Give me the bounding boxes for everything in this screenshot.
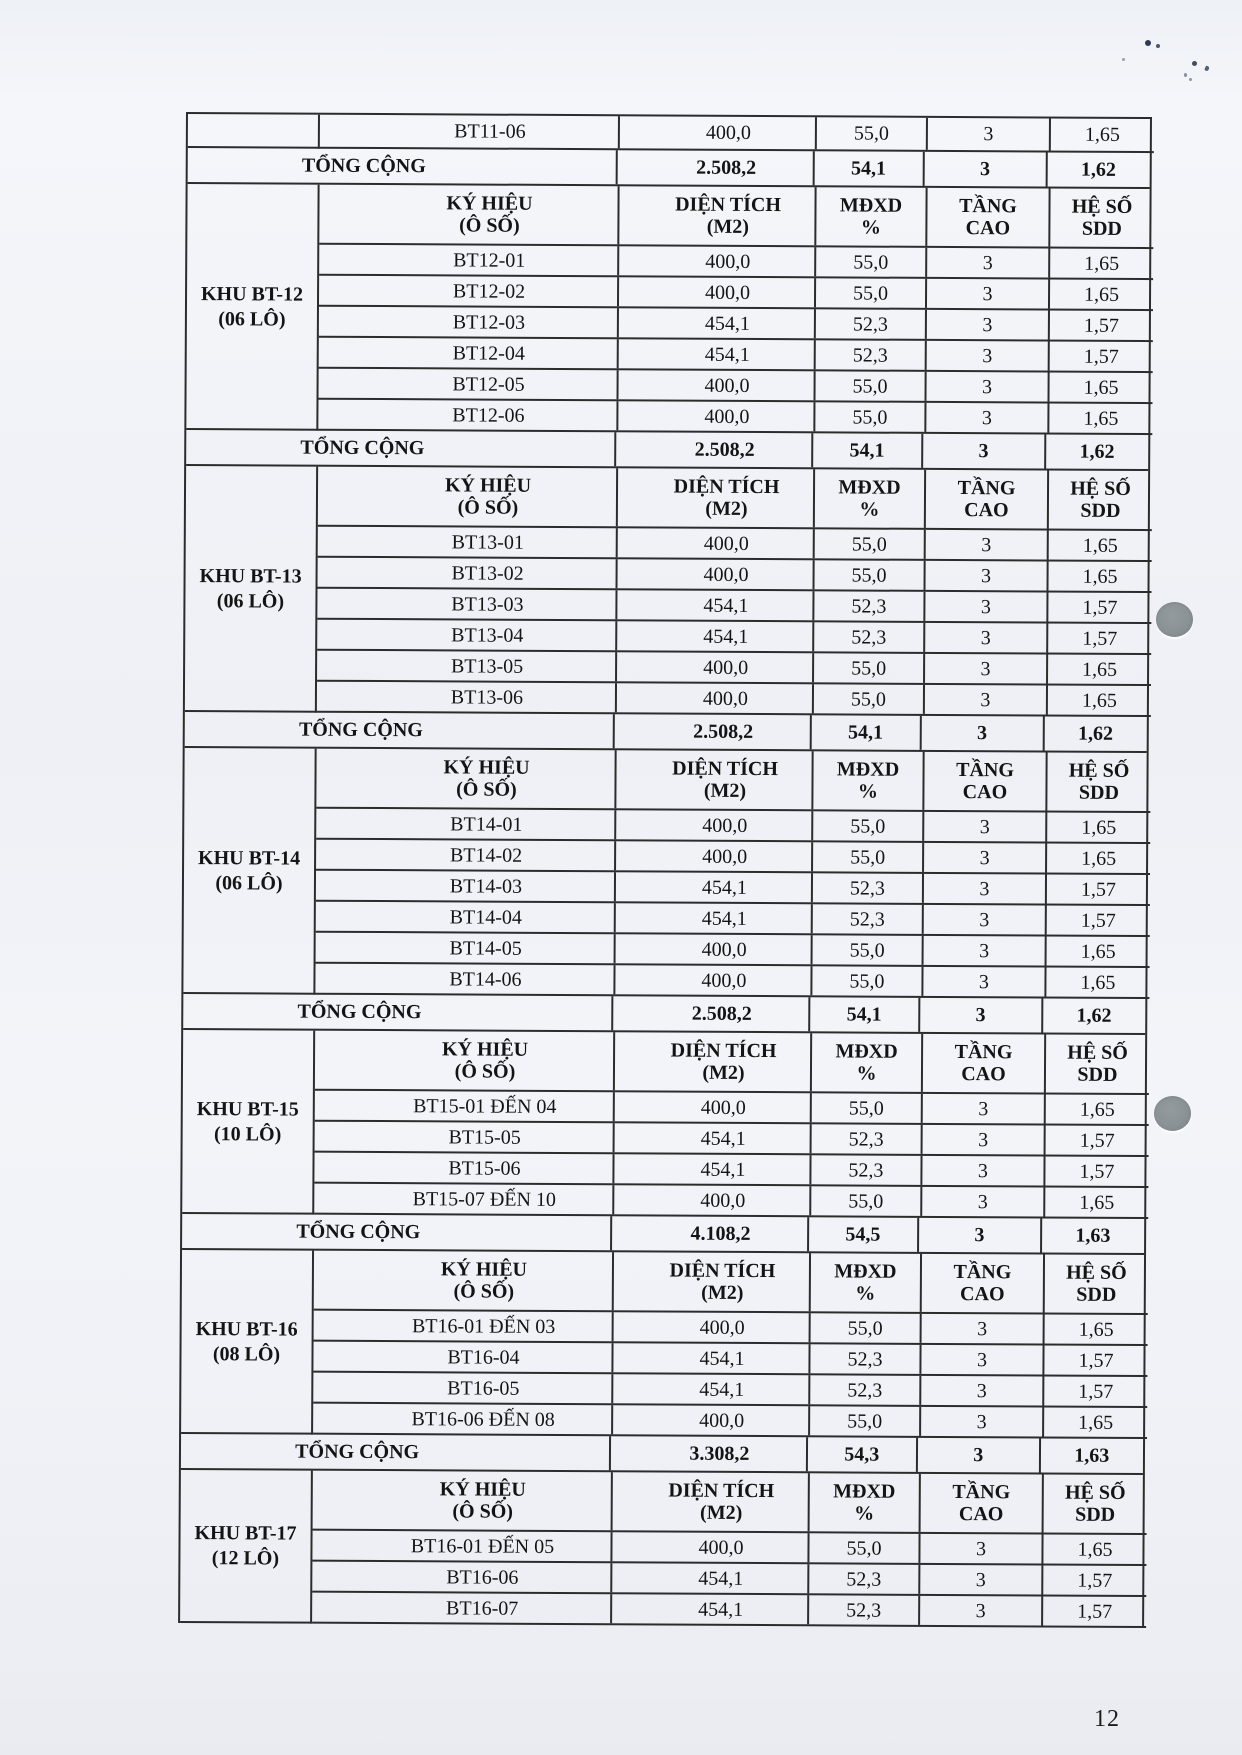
column-header-row — [319, 185, 1153, 249]
cell-area: 400,0 — [619, 277, 816, 307]
cell-floors: 3 — [926, 530, 1049, 560]
cell-floors: 3 — [925, 654, 1048, 684]
pen-mark-icon — [1145, 40, 1151, 46]
column-header-cell: DIỆN TÍCH (M2) — [614, 1252, 811, 1311]
cell-floors: 3 — [920, 1534, 1043, 1564]
cell-floors: 3 — [927, 279, 1050, 309]
pen-mark-icon — [1122, 58, 1125, 61]
cell-floors: 3 — [925, 592, 1048, 622]
total-row — [188, 148, 1150, 189]
zone-label: KHU BT-13 — [199, 564, 302, 588]
table-section — [185, 466, 1148, 717]
total-floors: 3 — [925, 152, 1048, 187]
table-row — [318, 558, 1152, 593]
cell-floors: 3 — [927, 341, 1050, 371]
total-density: 54,1 — [813, 433, 924, 468]
table-row — [313, 1404, 1147, 1439]
cell-density: 52,3 — [816, 340, 927, 370]
cell-floors: 3 — [920, 1565, 1043, 1595]
cell-symbol: BT13-02 — [318, 558, 618, 589]
zone-cell — [186, 184, 319, 431]
cell-floors: 3 — [923, 967, 1046, 997]
cell-density: 52,3 — [809, 1564, 920, 1594]
total-floors: 3 — [920, 998, 1043, 1033]
table-section — [182, 1030, 1145, 1219]
cell-symbol: BT14-04 — [316, 902, 616, 933]
cell-coefficient: 1,65 — [1082, 565, 1118, 588]
cell-coefficient: 1,65 — [1082, 658, 1118, 681]
cell-area: 400,0 — [620, 116, 817, 149]
cell-floors: 3 — [924, 936, 1047, 966]
total-coefficient: 1,62 — [1076, 1004, 1112, 1027]
cell-density: 52,3 — [816, 309, 927, 339]
pen-mark-icon — [1204, 65, 1210, 71]
lot-count: (06 LÔ) — [218, 307, 286, 331]
cell-density: 55,0 — [813, 842, 924, 872]
cell-area: 400,0 — [617, 652, 814, 682]
pen-mark-icon — [1156, 44, 1160, 48]
cell-coefficient: 1,65 — [1080, 971, 1116, 994]
cell-coefficient: 1,65 — [1082, 534, 1118, 557]
cell-floors: 3 — [921, 1407, 1044, 1437]
column-header-cell: MĐXD % — [815, 469, 926, 528]
table-row — [315, 1091, 1149, 1126]
table-row — [313, 1342, 1147, 1377]
cell-density: 52,3 — [809, 1595, 920, 1625]
cell-coefficient: 1,57 — [1080, 909, 1116, 932]
cell-area: 454,1 — [614, 1154, 811, 1184]
cell-area: 400,0 — [618, 559, 815, 589]
cell-floors: 3 — [924, 905, 1047, 935]
cell-coefficient: 1,57 — [1079, 1160, 1115, 1183]
cell-density: 55,0 — [816, 247, 927, 277]
cell-area: 454,1 — [619, 339, 816, 369]
cell-coefficient: 1,57 — [1083, 345, 1119, 368]
section-rows — [313, 1251, 1148, 1439]
column-header-cell: KÝ HIỆU (Ô SỐ) — [315, 1031, 615, 1091]
cell-symbol: BT14-02 — [316, 840, 616, 871]
cell-floors: 3 — [926, 561, 1049, 591]
cell-area: 454,1 — [613, 1374, 810, 1404]
cell-density: 52,3 — [810, 1344, 921, 1374]
table-row — [319, 245, 1153, 280]
column-header-cell: MĐXD % — [811, 1253, 922, 1312]
cell-area: 400,0 — [618, 528, 815, 558]
cell-area: 400,0 — [612, 1532, 809, 1562]
cell-floors: 3 — [922, 1187, 1045, 1217]
cell-coefficient: 1,57 — [1083, 314, 1119, 337]
table-row — [312, 1531, 1146, 1566]
cell-symbol: BT16-06 — [312, 1562, 612, 1593]
cell-floors: 3 — [926, 403, 1049, 433]
table-row — [319, 276, 1153, 311]
cell-density: 55,0 — [814, 653, 925, 683]
cell-area: 400,0 — [613, 1405, 810, 1435]
cell-area: 400,0 — [616, 810, 813, 840]
cell-coefficient: 1,65 — [1079, 1098, 1115, 1121]
cell-symbol: BT16-05 — [313, 1373, 613, 1404]
total-row — [181, 1434, 1143, 1475]
cell-coefficient: 1,65 — [1078, 1411, 1114, 1434]
cell-density: 55,0 — [816, 278, 927, 308]
cell-symbol: BT14-01 — [316, 809, 616, 840]
column-header-row — [315, 1031, 1149, 1095]
table-section — [186, 184, 1149, 435]
cell-floors: 3 — [927, 310, 1050, 340]
cell-symbol: BT16-04 — [313, 1342, 613, 1373]
cell-symbol: BT14-05 — [316, 933, 616, 964]
cell-density: 55,0 — [813, 811, 924, 841]
cell-density: 55,0 — [811, 1313, 922, 1343]
table-row — [316, 809, 1150, 844]
total-label: TỔNG CỘNG — [182, 1214, 613, 1250]
cell-coefficient: 1,65 — [1080, 940, 1116, 963]
table-row — [316, 902, 1150, 937]
total-density: 54,1 — [814, 151, 925, 186]
cell-density: 55,0 — [814, 684, 925, 714]
cell-coefficient: 1,65 — [1081, 689, 1117, 712]
cell-area: 400,0 — [614, 1185, 811, 1215]
cell-coefficient: 1,57 — [1078, 1380, 1114, 1403]
cell-coefficient: 1,57 — [1078, 1349, 1114, 1372]
cell-density: 55,0 — [810, 1406, 921, 1436]
column-header-row — [314, 1251, 1148, 1315]
cell-coefficient: 1,57 — [1082, 596, 1118, 619]
zone-cell — [183, 748, 316, 995]
total-area: 3.308,2 — [611, 1436, 807, 1471]
cell-density: 52,3 — [814, 622, 925, 652]
zone-cell — [185, 466, 318, 713]
cell-coefficient: 1,57 — [1077, 1600, 1113, 1623]
column-header-cell: MĐXD % — [812, 1033, 923, 1092]
cell-floors: 3 — [924, 843, 1047, 873]
cell-density: 52,3 — [813, 904, 924, 934]
column-header-cell: TẦNG CAO — [922, 1254, 1045, 1313]
zone-label: KHU BT-15 — [196, 1097, 299, 1121]
cell-density: 55,0 — [815, 560, 926, 590]
pen-mark-icon — [1192, 61, 1197, 66]
cell-density: 55,0 — [809, 1533, 920, 1563]
cell-floors: 3 — [925, 685, 1048, 715]
column-header-cell: TẦNG CAO — [927, 188, 1050, 247]
cell-symbol: BT13-06 — [317, 682, 617, 713]
total-area: 2.508,2 — [617, 432, 813, 467]
cell-floors: 3 — [926, 372, 1049, 402]
total-density: 54,1 — [811, 715, 922, 750]
cell-area: 454,1 — [613, 1343, 810, 1373]
column-header-cell: DIỆN TÍCH (M2) — [616, 750, 813, 809]
column-header-cell: KÝ HIỆU (Ô SỐ) — [318, 467, 618, 527]
total-label: TỔNG CỘNG — [181, 1434, 612, 1470]
total-coefficient: 1,62 — [1080, 158, 1117, 181]
cell-floors: 3 — [923, 1094, 1046, 1124]
cell-symbol: BT13-05 — [317, 651, 617, 682]
table-row — [317, 651, 1151, 686]
total-row — [182, 1214, 1144, 1255]
column-header-row — [318, 467, 1152, 531]
total-row — [185, 712, 1147, 753]
cell-area: 400,0 — [619, 370, 816, 400]
section-rows — [315, 749, 1150, 999]
column-header-cell: KÝ HIỆU (Ô SỐ) — [314, 1251, 614, 1311]
cell-symbol: BT12-03 — [319, 307, 619, 338]
total-area: 4.108,2 — [612, 1216, 808, 1251]
cell-coefficient: 1,65 — [1084, 252, 1120, 275]
cell-symbol: BT13-04 — [317, 620, 617, 651]
column-header-cell: TẦNG CAO — [923, 1034, 1046, 1093]
cell-coefficient: 1,57 — [1080, 878, 1116, 901]
column-header-cell: HỆ SỐ SDD — [1064, 1481, 1126, 1526]
cell-symbol: BT12-02 — [319, 276, 619, 307]
cell-symbol: BT11-06 — [320, 115, 620, 149]
total-label: TỔNG CỘNG — [186, 430, 617, 466]
table-row — [315, 964, 1149, 999]
column-header-cell: HỆ SỐ SDD — [1071, 195, 1133, 240]
table-row — [318, 527, 1152, 562]
cell-density: 52,3 — [812, 1124, 923, 1154]
total-floors: 3 — [918, 1438, 1041, 1473]
total-coefficient: 1,63 — [1074, 1444, 1110, 1467]
page-number: 12 — [1094, 1706, 1120, 1732]
total-density: 54,3 — [807, 1437, 918, 1472]
cell-coefficient: 1,65 — [1077, 1538, 1113, 1561]
column-header-cell: TẦNG CAO — [921, 1474, 1044, 1533]
cell-density: 55,0 — [815, 371, 926, 401]
cell-density: 52,3 — [814, 591, 925, 621]
cell-symbol: BT15-01 ĐẾN 04 — [315, 1091, 615, 1122]
table-row — [317, 620, 1151, 655]
total-label: TỔNG CỘNG — [185, 712, 616, 748]
pen-mark-icon — [1189, 78, 1192, 81]
cell-floors: 3 — [927, 248, 1050, 278]
table-row — [318, 369, 1152, 404]
cell-density: 55,0 — [812, 966, 923, 996]
total-row — [186, 430, 1148, 471]
cell-coefficient: 1,65 — [1079, 1191, 1115, 1214]
table-row — [314, 1184, 1148, 1219]
table-section — [180, 1470, 1143, 1628]
lot-count: (06 LÔ) — [215, 871, 283, 895]
column-header-cell: KÝ HIỆU (Ô SỐ) — [319, 185, 619, 245]
cell-floors: 3 — [921, 1376, 1044, 1406]
total-area: 2.508,2 — [614, 996, 810, 1031]
cell-coefficient: 1,57 — [1077, 1569, 1113, 1592]
cell-coefficient: 1,65 — [1081, 847, 1117, 870]
cell-floors: 3 — [920, 1596, 1043, 1626]
cell-symbol: BT15-07 ĐẾN 10 — [314, 1184, 614, 1215]
column-header-cell: HỆ SỐ SDD — [1068, 759, 1130, 804]
table-row — [318, 400, 1152, 435]
column-header-cell: HỆ SỐ SDD — [1070, 477, 1131, 522]
zone-label: KHU BT-17 — [194, 1522, 297, 1545]
cell-coefficient: 1,65 — [1083, 407, 1119, 430]
table-section — [181, 1250, 1144, 1439]
table-row — [320, 115, 1154, 153]
cell-symbol: BT12-05 — [319, 369, 619, 400]
table-row — [314, 1311, 1148, 1346]
cell-density: 52,3 — [810, 1375, 921, 1405]
column-header-cell: HỆ SỐ SDD — [1066, 1261, 1127, 1306]
zone-cell — [180, 1470, 313, 1624]
total-floors: 3 — [923, 434, 1046, 469]
total-coefficient: 1,62 — [1079, 440, 1115, 463]
cell-floors: 3 — [921, 1345, 1044, 1375]
zoning-table — [178, 112, 1152, 1628]
lot-count: (08 LÔ) — [212, 1342, 281, 1366]
table-section — [188, 114, 1150, 153]
cell-coefficient: 1,57 — [1082, 627, 1118, 650]
column-header-cell: MĐXD % — [816, 187, 927, 246]
table-row — [317, 589, 1151, 624]
cell-density: 52,3 — [813, 873, 924, 903]
cell-coefficient: 1,65 — [1081, 816, 1117, 839]
total-label: TỔNG CỘNG — [183, 994, 614, 1030]
cell-density: 55,0 — [812, 1093, 923, 1123]
cell-floors: 3 — [922, 1314, 1045, 1344]
section-rows — [318, 185, 1153, 435]
cell-area: 454,1 — [617, 621, 814, 651]
cell-floors: 3 — [922, 1156, 1045, 1186]
cell-area: 400,0 — [615, 1092, 812, 1122]
cell-symbol: BT13-03 — [317, 589, 617, 620]
cell-area: 454,1 — [612, 1563, 809, 1593]
table-row — [315, 1122, 1149, 1157]
cell-floors: 3 — [928, 118, 1051, 151]
lot-count: (06 LÔ) — [216, 589, 285, 613]
cell-density: 52,3 — [811, 1155, 922, 1185]
table-row — [312, 1562, 1146, 1597]
cell-symbol: BT14-03 — [316, 871, 616, 902]
column-header-cell: KÝ HIỆU (Ô SỐ) — [316, 749, 616, 809]
cell-symbol: BT16-01 ĐẾN 03 — [314, 1311, 614, 1342]
table-row — [319, 338, 1153, 373]
cell-area: 400,0 — [615, 965, 812, 995]
table-row — [317, 682, 1151, 717]
column-header-cell: DIỆN TÍCH (M2) — [619, 186, 816, 245]
cell-symbol: BT12-06 — [318, 400, 618, 431]
cell-floors: 3 — [923, 1125, 1046, 1155]
lot-count: (12 LÔ) — [211, 1547, 280, 1570]
cell-coefficient: 1,57 — [1079, 1129, 1115, 1152]
column-header-row — [313, 1471, 1147, 1535]
table-row — [316, 933, 1150, 968]
column-header-cell: HỆ SỐ SDD — [1067, 1041, 1128, 1086]
cell-density: 55,0 — [815, 529, 926, 559]
cell-area: 400,0 — [614, 1312, 811, 1342]
pen-mark-icon — [1184, 73, 1187, 77]
cell-symbol: BT15-05 — [315, 1122, 615, 1153]
zone-cell — [188, 114, 320, 149]
zone-label: KHU BT-12 — [200, 282, 304, 306]
cell-symbol: BT12-01 — [319, 245, 619, 276]
cell-floors: 3 — [925, 623, 1048, 653]
cell-area: 400,0 — [619, 246, 816, 276]
column-header-cell: DIỆN TÍCH (M2) — [615, 1032, 812, 1091]
column-header-cell: MĐXD % — [810, 1473, 921, 1532]
cell-symbol: BT16-07 — [312, 1593, 612, 1624]
zone-cell — [181, 1250, 314, 1435]
cell-area: 454,1 — [616, 872, 813, 902]
total-label: TỔNG CỘNG — [188, 148, 619, 184]
total-area: 2.508,2 — [615, 714, 811, 749]
cell-area: 454,1 — [612, 1594, 809, 1624]
cell-area: 400,0 — [616, 841, 813, 871]
cell-coefficient: 1,65 — [1078, 1318, 1114, 1341]
cell-density: 55,0 — [813, 935, 924, 965]
total-floors: 3 — [919, 1218, 1042, 1253]
column-header-row — [316, 749, 1150, 813]
cell-area: 400,0 — [616, 934, 813, 964]
column-header-cell: TẦNG CAO — [926, 470, 1049, 529]
column-header-cell: TẦNG CAO — [924, 752, 1047, 811]
column-header-cell: DIỆN TÍCH (M2) — [613, 1472, 810, 1531]
cell-density: 55,0 — [815, 402, 926, 432]
cell-area: 454,1 — [615, 1123, 812, 1153]
table-row — [313, 1373, 1147, 1408]
total-floors: 3 — [922, 716, 1045, 751]
section-rows — [317, 467, 1152, 717]
zone-cell — [182, 1030, 315, 1215]
cell-area: 454,1 — [616, 903, 813, 933]
cell-symbol: BT16-01 ĐẾN 05 — [312, 1531, 612, 1562]
cell-area: 400,0 — [618, 401, 815, 431]
cell-symbol: BT14-06 — [315, 964, 615, 995]
lot-count: (10 LÔ) — [213, 1122, 282, 1146]
total-row — [183, 994, 1145, 1035]
table-row — [319, 307, 1153, 342]
total-density: 54,1 — [810, 997, 921, 1032]
cell-coefficient: 1,65 — [1083, 376, 1119, 399]
cell-density: 55,0 — [817, 117, 928, 150]
table-section — [183, 748, 1146, 999]
cell-symbol: BT15-06 — [314, 1153, 614, 1184]
total-area: 2.508,2 — [618, 150, 814, 185]
column-header-cell: MĐXD % — [813, 751, 924, 810]
cell-coefficient: 1,65 — [1084, 123, 1120, 146]
cell-symbol: BT12-04 — [319, 338, 619, 369]
section-rows — [320, 115, 1154, 153]
table-row — [312, 1593, 1146, 1628]
cell-symbol: BT16-06 ĐẾN 08 — [313, 1404, 613, 1435]
zone-label: KHU BT-16 — [195, 1317, 298, 1341]
table-row — [316, 871, 1150, 906]
table-row — [316, 840, 1150, 875]
column-header-cell: KÝ HIỆU (Ô SỐ) — [313, 1471, 613, 1531]
cell-floors: 3 — [924, 874, 1047, 904]
column-header-cell: DIỆN TÍCH (M2) — [618, 468, 815, 527]
cell-symbol: BT13-01 — [318, 527, 618, 558]
cell-floors: 3 — [924, 812, 1047, 842]
table-row — [314, 1153, 1148, 1188]
punch-hole — [1156, 602, 1193, 637]
section-rows — [312, 1471, 1147, 1628]
cell-area: 454,1 — [619, 308, 816, 338]
cell-area: 400,0 — [617, 683, 814, 713]
cell-coefficient: 1,65 — [1084, 283, 1120, 306]
total-coefficient: 1,63 — [1075, 1224, 1111, 1247]
total-coefficient: 1,62 — [1077, 722, 1114, 745]
total-density: 54,5 — [809, 1217, 920, 1252]
cell-density: 55,0 — [811, 1186, 922, 1216]
zone-label: KHU BT-14 — [198, 846, 301, 870]
cell-area: 454,1 — [617, 590, 814, 620]
punch-hole — [1154, 1096, 1191, 1131]
section-rows — [314, 1031, 1149, 1219]
